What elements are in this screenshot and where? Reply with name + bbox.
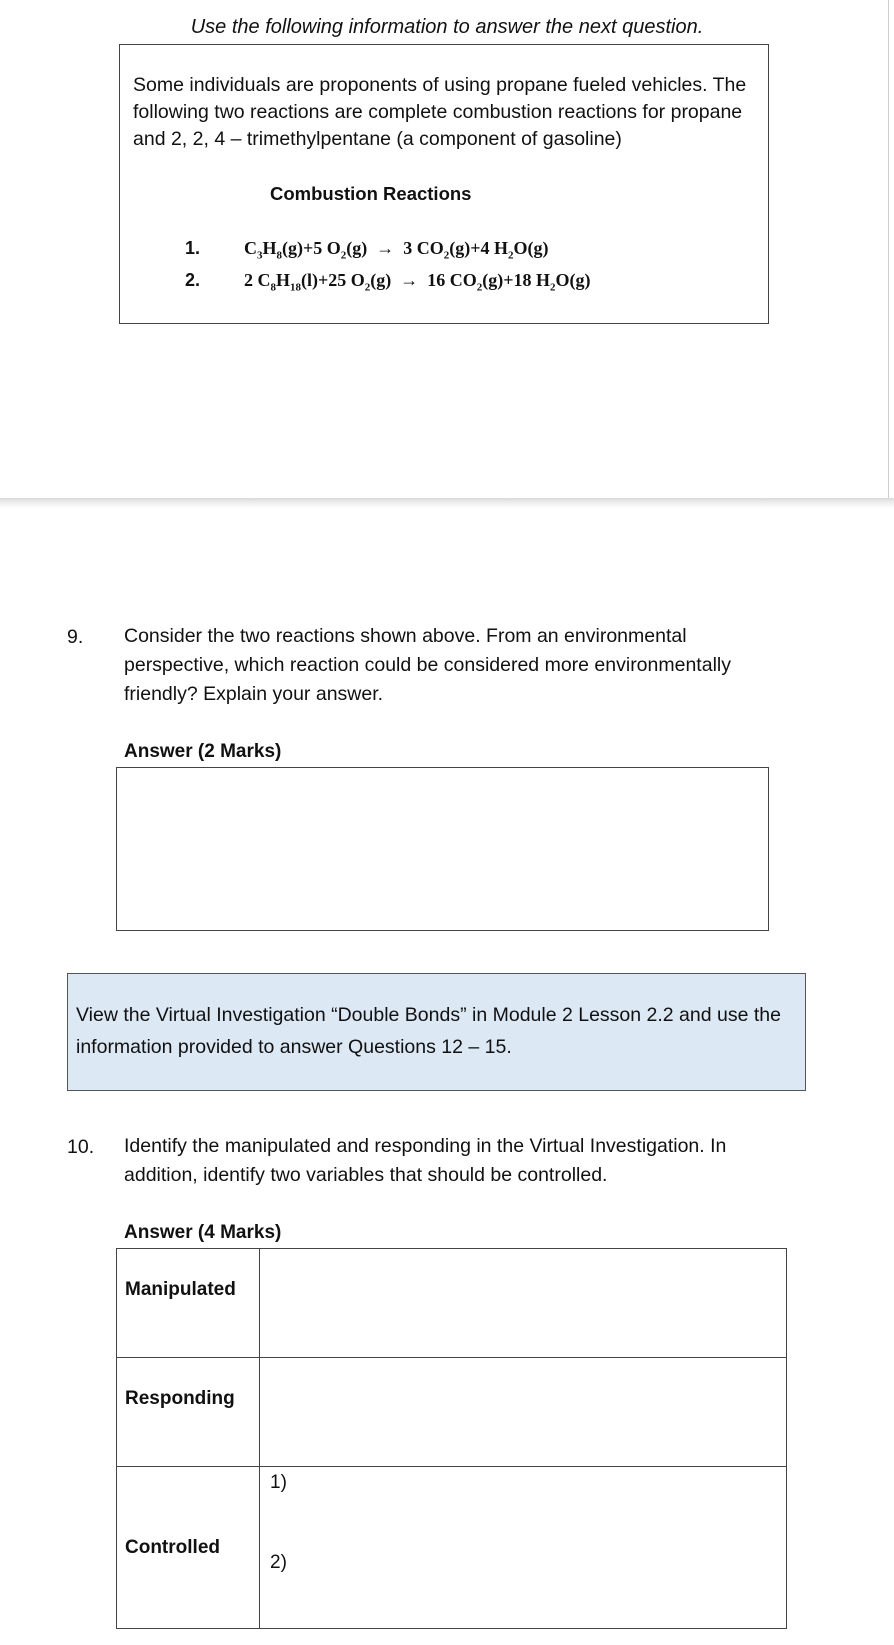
responding-answer-cell[interactable] [260, 1358, 787, 1467]
manipulated-label: Manipulated [125, 1279, 236, 1300]
question-9-number: 9. [67, 626, 84, 648]
controlled-item-1: 1) [270, 1472, 287, 1493]
information-text: Some individuals are proponents of using propane fueled vehicles. The following two reactions are complete combustion reactions for propane and 2, 2, 4 – trimethylpentane (a component of gasoline) [133, 74, 747, 150]
controlled-answer-cell[interactable] [260, 1467, 787, 1629]
reaction-1-number: 1. [185, 238, 201, 258]
question-9-text: Consider the two reactions shown above. From an environmental perspective, which reaction could be considered more environmentally friendly? Explain your answer. [124, 625, 731, 705]
reaction-1-equation: $C_3H_8(g)+5$ $O_2(g) \to 3$ $CO_2(g)+4$ $H_2O(g)$ [244, 238, 549, 262]
question-10-text: Identify the manipulated and responding in the Virtual Investigation. In addition, identify two variables that should be controlled. [124, 1135, 727, 1186]
intro-instruction: Use the following information to answer the next question. [190, 16, 704, 38]
question-10-answer-label: Answer (4 Marks) [124, 1222, 282, 1243]
controlled-label-cell [117, 1467, 260, 1629]
variables-table [116, 1248, 787, 1629]
responding-row [117, 1358, 787, 1467]
controlled-row [117, 1467, 787, 1629]
virtual-investigation-text: View the Virtual Investigation “Double Bonds” in Module 2 Lesson 2.2 and use the information provided to answer Questions 12 – 15. [76, 1004, 781, 1058]
responding-label: Responding [125, 1388, 235, 1409]
reaction-2-number: 2. [185, 270, 201, 290]
manipulated-label-cell [117, 1249, 260, 1358]
manipulated-answer-cell[interactable] [260, 1249, 787, 1358]
reaction-2-equation: 2 $C_8H_{18}(l)+25$ $O_2(g) \to 16$ $CO_2(g)+18$ $H_2O(g)$ [244, 270, 591, 294]
combustion-reactions-heading: Combustion Reactions [270, 183, 472, 204]
question-9-answer-box[interactable] [116, 767, 769, 931]
manipulated-row [117, 1249, 787, 1358]
question-9-answer-label: Answer (2 Marks) [124, 741, 282, 762]
controlled-item-2: 2) [270, 1552, 287, 1573]
responding-label-cell [117, 1358, 260, 1467]
controlled-label: Controlled [125, 1536, 220, 1558]
question-10-number: 10. [67, 1136, 95, 1158]
page-separator [0, 498, 894, 508]
